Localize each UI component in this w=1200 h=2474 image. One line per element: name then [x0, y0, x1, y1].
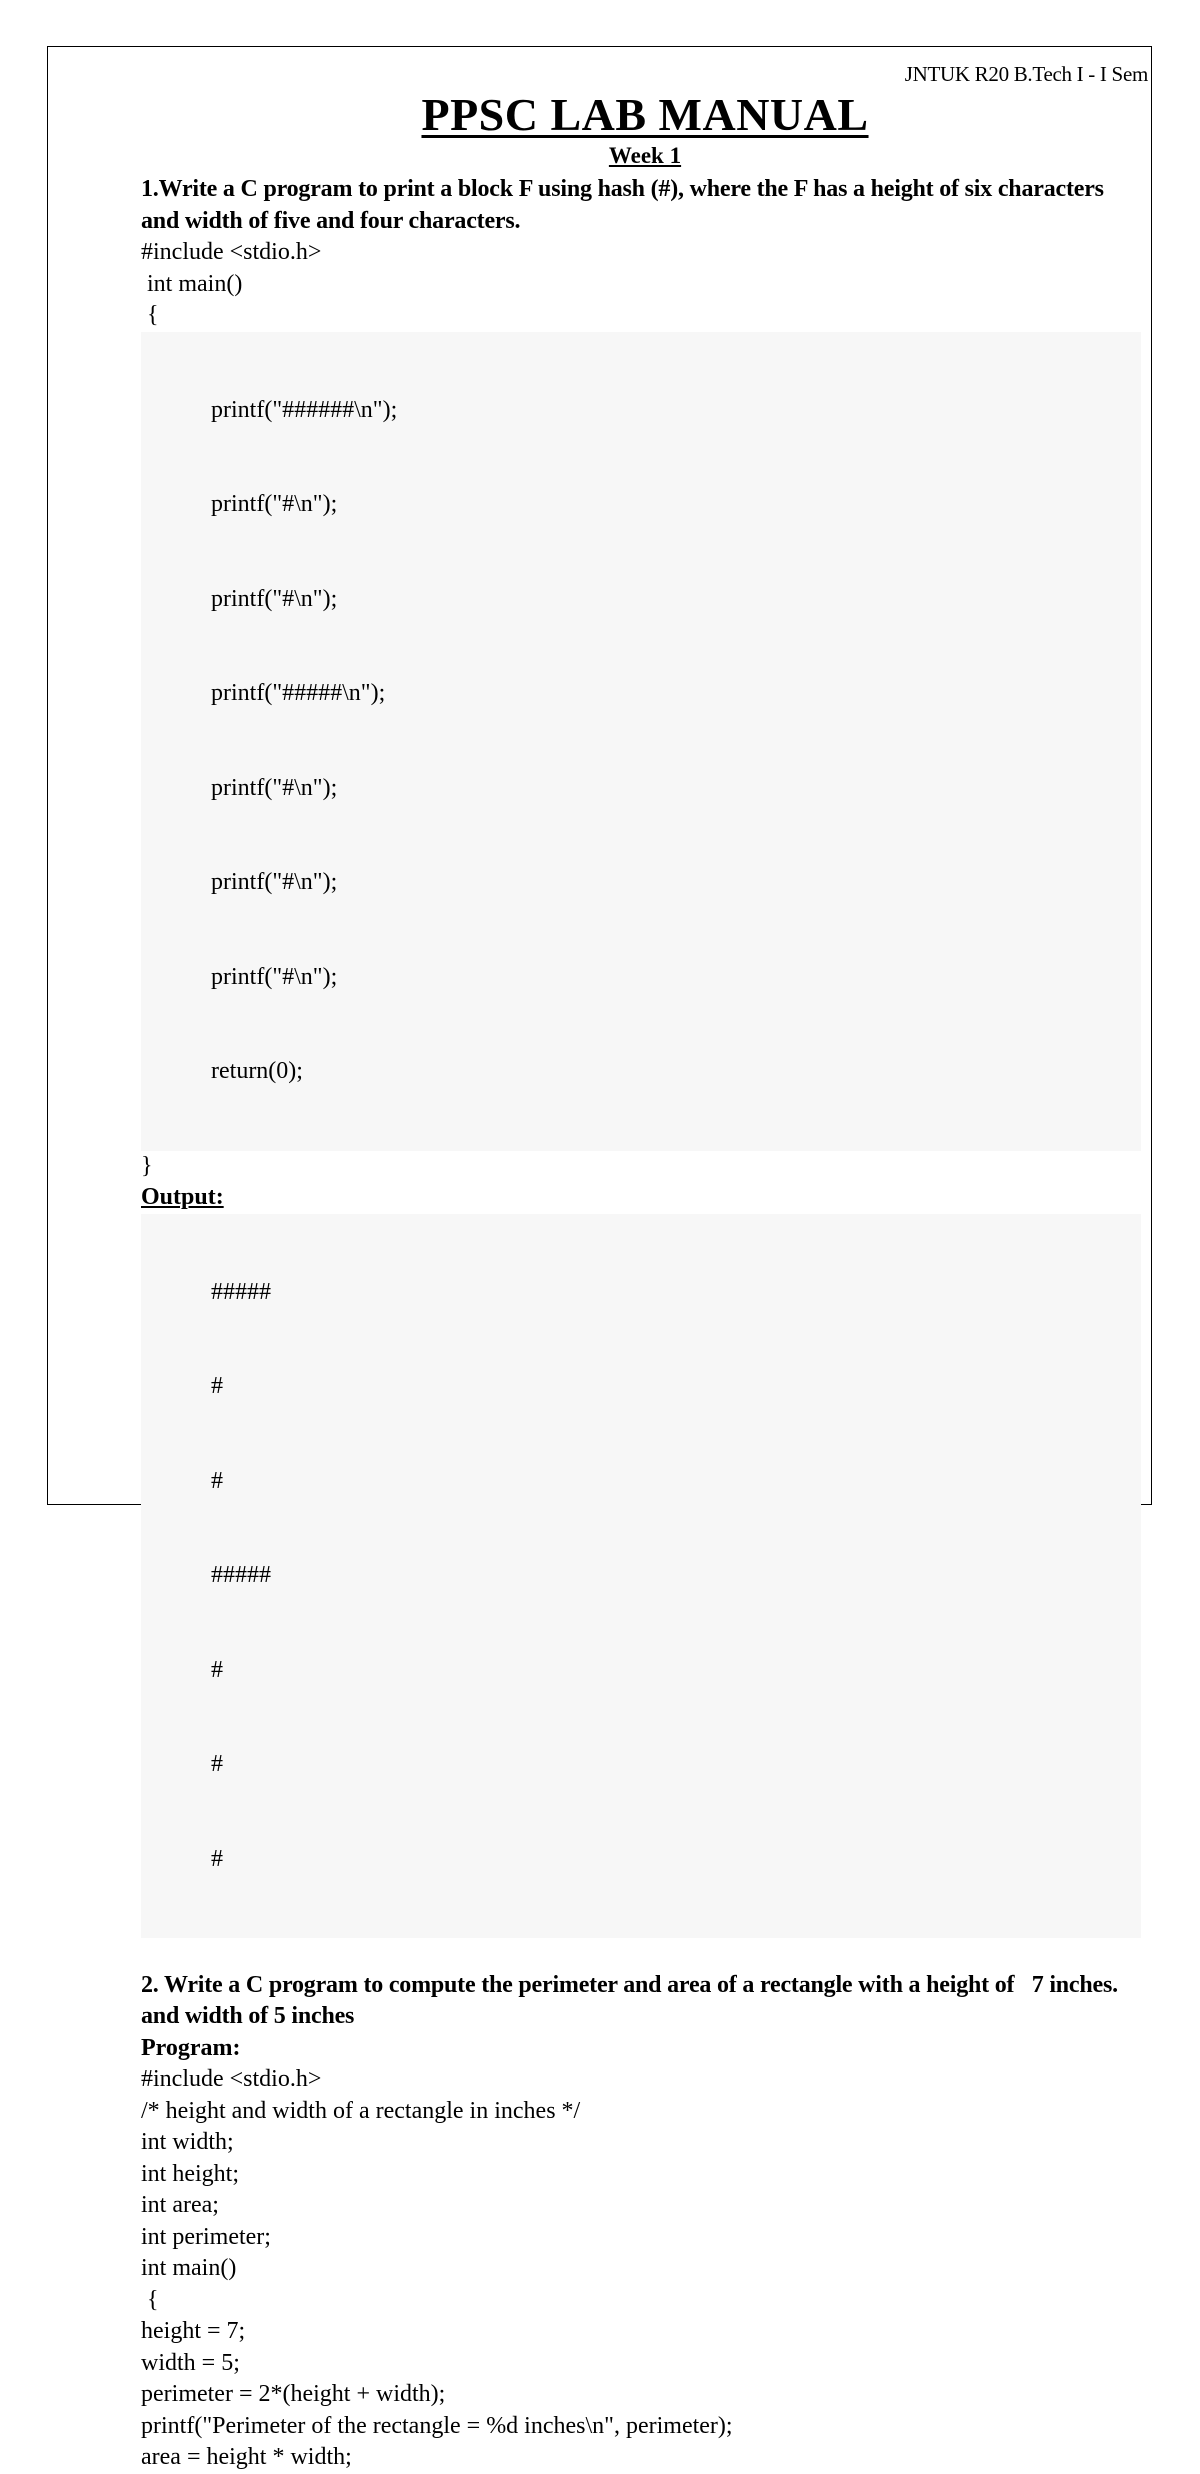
code-line: int width; [141, 2129, 234, 2155]
code-line: printf("#\n"); [211, 774, 338, 801]
code-line: /* height and width of a rectangle in inches */ [141, 2097, 581, 2124]
question-1: 1.Write a C program to print a block F using hash (#), where the F has a height of six characters and width of five and four characters. [141, 176, 1104, 234]
code-line: printf("#\n"); [211, 869, 338, 895]
code-line: int main() [141, 2255, 237, 2281]
code-block-q1 [141, 332, 1141, 1151]
code-line: int area; [141, 2192, 219, 2218]
code-line: height = 7; [141, 2318, 246, 2344]
document-body [141, 174, 1141, 2474]
code-line: } [141, 1152, 153, 1179]
output-line: # [211, 1467, 223, 1494]
code-line: printf("######\n"); [211, 396, 398, 423]
code-line: printf("#####\n"); [211, 680, 386, 706]
code-line: #include <stdio.h> [141, 2066, 322, 2092]
code-line: area = height * width; [141, 2444, 352, 2470]
program-label: Program: [141, 2034, 241, 2061]
output-label: Output: [141, 1184, 224, 1210]
code-line: { [147, 302, 159, 328]
code-line: #include <stdio.h> [141, 239, 322, 265]
output-line: ##### [211, 1562, 271, 1588]
code-line: { [141, 2286, 159, 2313]
code-line: int perimeter; [141, 2223, 271, 2250]
code-line: printf("Perimeter of the rectangle = %d inches\n", perimeter); [141, 2412, 733, 2439]
week-heading: Week 1 [608, 143, 682, 168]
output-line: # [211, 1751, 223, 1777]
output-line: # [211, 1373, 223, 1399]
code-line: return(0); [211, 1058, 303, 1084]
code-line: printf("#\n"); [211, 963, 338, 990]
code-line: printf("#\n"); [211, 491, 338, 517]
output-line: ##### [211, 1278, 271, 1305]
code-line: int height; [141, 2160, 239, 2187]
course-header: JNTUK R20 B.Tech I - I Sem [904, 62, 1148, 86]
code-line: perimeter = 2*(height + width); [141, 2381, 446, 2407]
output-line: # [211, 1845, 223, 1872]
code-line: int main() [147, 270, 243, 297]
spacer [141, 1938, 1141, 1970]
question-2: 2. Write a C program to compute the perimeter and area of a rectangle with a height of 7 inches. and width of 5 inches [141, 1971, 1124, 2029]
code-line: width = 5; [141, 2349, 240, 2376]
code-line: printf("#\n"); [211, 585, 338, 612]
page-title: PPSC LAB MANUAL [421, 89, 869, 140]
output-line: # [211, 1656, 223, 1683]
output-block-q1 [141, 1214, 1141, 1939]
